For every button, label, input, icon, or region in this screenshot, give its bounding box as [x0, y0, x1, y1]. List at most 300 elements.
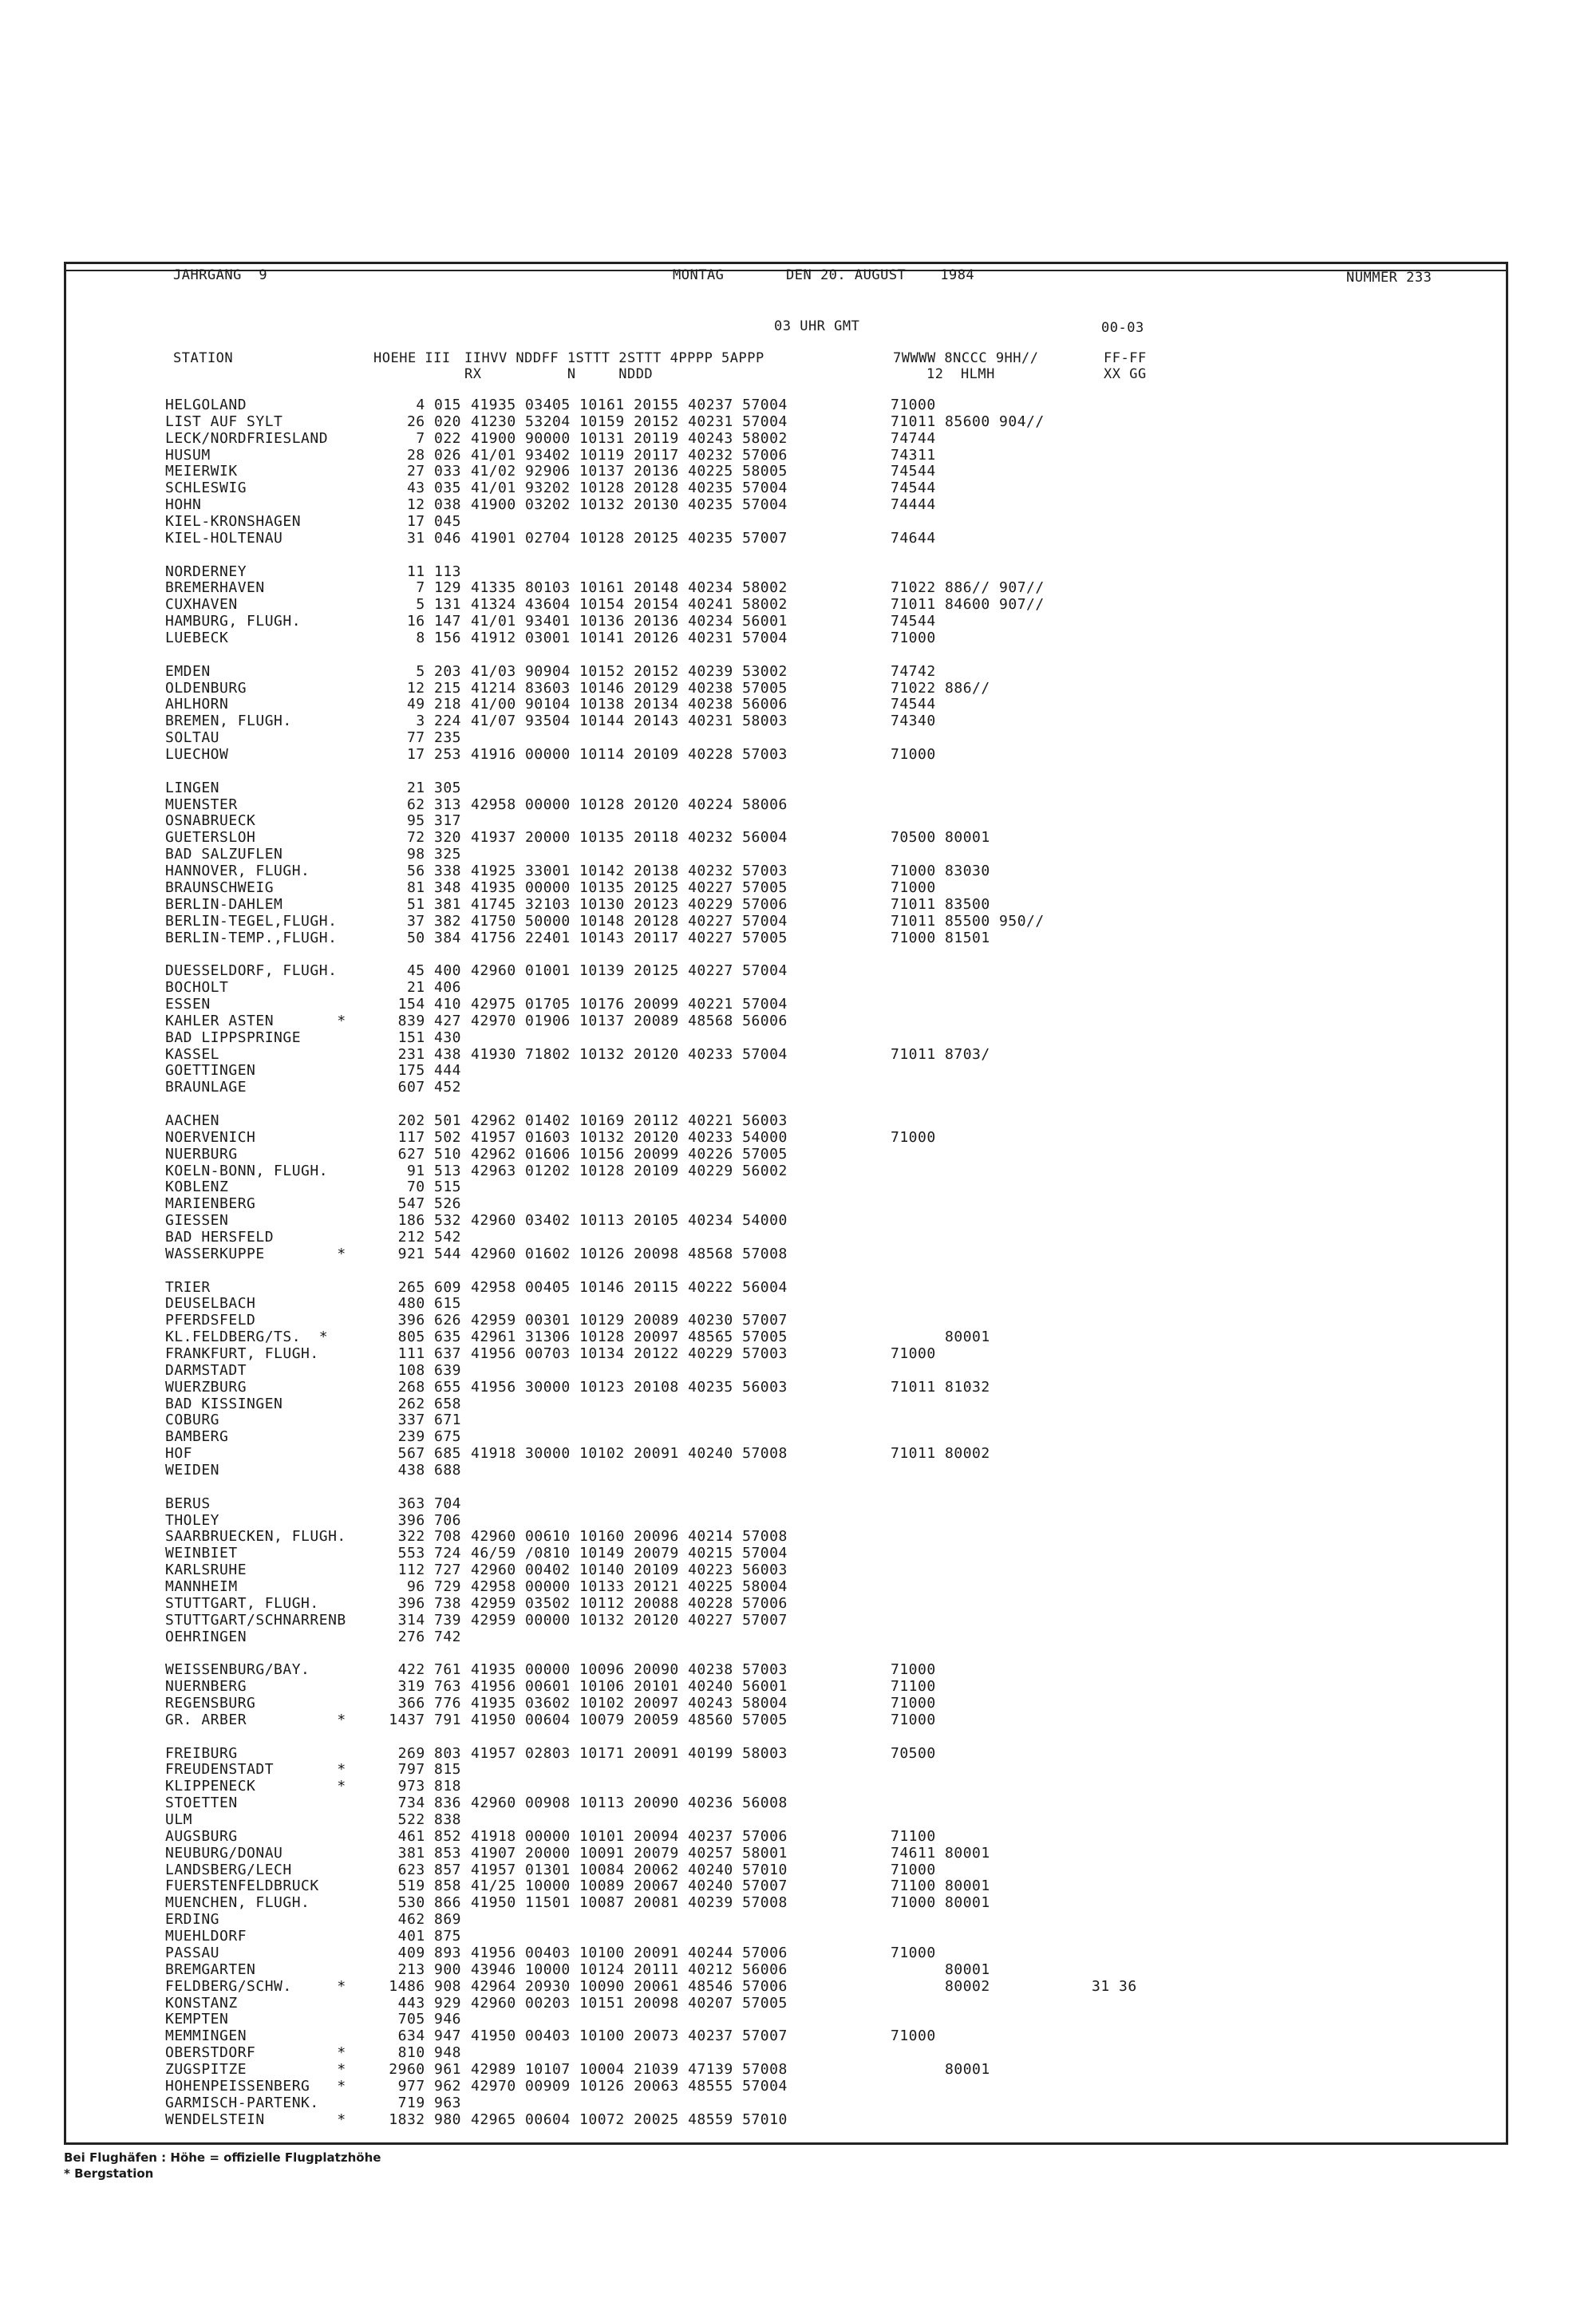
station-name: GR. ARBER *: [165, 1711, 346, 1728]
observation-groups: 41900 03202 10132 20130 40235 57004: [471, 496, 788, 514]
column-header-ff-sub: XX GG: [1104, 366, 1147, 382]
observation-groups: 42959 00000 10132 20120 40227 57007: [471, 1611, 788, 1629]
wind-gust: [1092, 1280, 1137, 1297]
observation-groups: [471, 1179, 788, 1196]
wind-gust: [1092, 531, 1137, 547]
station-name: WEINBIET: [165, 1545, 238, 1562]
extra-groups: [891, 1030, 1045, 1047]
extra-groups: [891, 1080, 1045, 1096]
station-name: NEUBURG/DONAU: [165, 1844, 283, 1862]
station-height: 11 113: [406, 563, 461, 580]
station-height: 438 688: [397, 1462, 461, 1479]
wind-gust: [1092, 1912, 1137, 1929]
observation-groups: 41916 00000 10114 20109 40228 57003: [471, 746, 788, 764]
observation-groups: [471, 1463, 788, 1479]
extra-groups: [891, 997, 1045, 1013]
wind-gust: [1092, 830, 1137, 847]
station-name: HOF: [165, 1445, 193, 1463]
wind-gust: [1092, 1429, 1137, 1446]
station-height: 839 427: [397, 1012, 461, 1029]
wind-gust: [1092, 1147, 1137, 1163]
station-name: MANNHEIM: [165, 1578, 238, 1596]
observation-groups: [471, 564, 788, 581]
extra-groups: 74544: [891, 480, 936, 497]
station-name: [165, 1479, 346, 1496]
extra-groups: [891, 1513, 1045, 1530]
observation-groups: 41950 00604 10079 20059 48560 57005: [471, 1711, 788, 1728]
station-height: 50 384: [406, 929, 461, 946]
station-height: 705 946: [397, 2011, 461, 2028]
station-height: 72 320: [406, 829, 461, 847]
wind-gust: [1092, 2012, 1137, 2028]
station-height: 553 724: [397, 1545, 461, 1562]
observation-groups: 41912 03001 10141 20126 40231 57004: [471, 630, 788, 647]
observation-groups: 42959 03502 10112 20088 40228 57006: [471, 1594, 788, 1612]
extra-groups: [891, 1230, 1045, 1246]
observation-groups: 42958 00405 10146 20115 40222 56004: [471, 1278, 788, 1296]
station-name: OLDENBURG: [165, 679, 247, 697]
extra-groups: 70500 80001: [891, 829, 990, 847]
station-name: WEIDEN: [165, 1462, 220, 1479]
extra-groups: 71011 83500: [891, 895, 990, 913]
wind-gust: [1092, 1829, 1137, 1846]
station-name: BERLIN-TEMP.,FLUGH.: [165, 929, 338, 946]
extra-groups: 71000: [891, 1661, 936, 1679]
observation-groups: 41745 32103 10130 20123 40229 57006: [471, 895, 788, 913]
observation-groups: 41956 00403 10100 20091 40244 57006: [471, 1944, 788, 1961]
station-height: 607 452: [397, 1079, 461, 1096]
extra-groups: 71100: [891, 1827, 936, 1845]
station-name: FELDBERG/SCHW. *: [165, 1977, 346, 1995]
station-name: SOLTAU: [165, 729, 220, 747]
extra-groups: 71000: [891, 630, 936, 647]
extra-groups: 71000: [891, 1944, 936, 1961]
wind-gust: [1092, 1013, 1137, 1030]
wind-gust: [1092, 2095, 1137, 2112]
extra-groups: [891, 1645, 1045, 1662]
observation-groups: 41956 00703 10134 20122 40229 57003: [471, 1344, 788, 1362]
observation-groups: 46/59 /0810 10149 20079 40215 57004: [471, 1545, 788, 1562]
station-name: HELGOLAND: [165, 397, 247, 413]
extra-groups: [891, 1313, 1045, 1329]
station-name: SAARBRUECKEN, FLUGH.: [165, 1528, 346, 1546]
wind-gust: [1092, 580, 1137, 597]
station-name: HOHENPEISSENBERG *: [165, 2077, 346, 2095]
station-name: MUENSTER: [165, 796, 238, 813]
observation-groups: [471, 730, 788, 747]
observation-groups: 42960 00402 10140 20109 40223 56003: [471, 1562, 788, 1579]
wind-gust: [1092, 480, 1137, 497]
observation-groups: 41956 30000 10123 20108 40235 56003: [471, 1378, 788, 1396]
extra-groups: [891, 1163, 1045, 1180]
column-header-station: STATION: [173, 350, 234, 366]
observation-groups: 41918 30000 10102 20091 40240 57008: [471, 1445, 788, 1463]
extra-groups: [891, 1912, 1045, 1929]
extra-groups: 71011 84600 907//: [891, 596, 1045, 614]
station-height: 262 658: [397, 1395, 461, 1412]
observation-groups: 42958 00000 10128 20120 40224 58006: [471, 796, 788, 813]
wind-gust: [1092, 397, 1137, 414]
station-name: OBERSTDORF *: [165, 2044, 346, 2062]
station-height: 49 218: [406, 696, 461, 713]
wind-gust: [1092, 1696, 1137, 1712]
observation-column: [471, 397, 788, 2128]
extra-groups: [891, 1996, 1045, 2012]
station-height: 45 400: [406, 962, 461, 980]
station-name: BREMEN, FLUGH.: [165, 713, 292, 730]
wind-gust: [1092, 1679, 1137, 1696]
extra-groups: 71000: [891, 1128, 936, 1146]
extra-groups: 71000: [891, 1861, 936, 1878]
station-height: 396 706: [397, 1511, 461, 1529]
station-height: 31 046: [406, 529, 461, 547]
station-name: KLIPPENECK *: [165, 1778, 346, 1795]
observation-groups: 42960 03402 10113 20105 40234 54000: [471, 1212, 788, 1230]
extra-groups: [891, 2079, 1045, 2095]
observation-groups: 42962 01402 10169 20112 40221 56003: [471, 1112, 788, 1129]
extra-groups: [891, 1429, 1045, 1446]
column-header-groups-2-sub: 12 HLMH: [926, 366, 995, 382]
station-name: BAD LIPPSPRINGE: [165, 1029, 302, 1046]
wind-gust: [1092, 1929, 1137, 1945]
observation-groups: 41957 01603 10132 20120 40233 54000: [471, 1128, 788, 1146]
station-name: GIESSEN: [165, 1212, 229, 1230]
observation-groups: 41935 00000 10096 20090 40238 57003: [471, 1661, 788, 1679]
station-height: 2960 961: [389, 2060, 461, 2078]
observation-groups: 41230 53204 10159 20152 40231 57004: [471, 413, 788, 430]
station-height: 70 515: [406, 1179, 461, 1196]
station-name: BAD SALZUFLEN: [165, 846, 283, 863]
wind-gust: [1092, 1313, 1137, 1329]
station-height: 719 963: [397, 2094, 461, 2111]
extra-groups: [891, 514, 1045, 531]
extra-groups: 71000: [891, 879, 936, 896]
wind-gust: [1092, 1513, 1137, 1530]
wind-gust: [1092, 1645, 1137, 1662]
extra-groups: 71011 80002: [891, 1445, 990, 1463]
station-height: 112 727: [397, 1562, 461, 1579]
station-name: BAMBERG: [165, 1428, 229, 1446]
station-height: 1486 908: [389, 1977, 461, 1995]
extra-groups: [891, 1929, 1045, 1945]
wind-gust: [1092, 1446, 1137, 1463]
observation-groups: 41925 33001 10142 20138 40232 57003: [471, 863, 788, 880]
wind-gust: [1092, 1179, 1137, 1196]
station-name: BRAUNLAGE: [165, 1079, 247, 1096]
station-height: [354, 547, 461, 564]
wind-gust: [1092, 764, 1137, 780]
ff-column: [1092, 397, 1137, 2128]
wind-gust: [1092, 1746, 1137, 1763]
station-name: [165, 1729, 346, 1746]
observation-groups: [471, 1812, 788, 1829]
station-height: [354, 1479, 461, 1496]
wind-gust: [1092, 497, 1137, 514]
wind-gust: [1092, 897, 1137, 914]
observation-groups: 41214 83603 10146 20129 40238 57005: [471, 679, 788, 697]
extra-groups: 80001: [891, 1329, 990, 1346]
extra-groups: 80001: [891, 2060, 990, 2078]
station-name: OEHRINGEN: [165, 1628, 247, 1645]
wind-gust: [1092, 1080, 1137, 1096]
station-name: NUERBURG: [165, 1145, 238, 1163]
observation-groups: 42960 00610 10160 20096 40214 57008: [471, 1528, 788, 1546]
observation-groups: [471, 847, 788, 863]
station-name: KASSEL: [165, 1045, 220, 1063]
jahrgang-label: JAHRGANG 9: [173, 267, 268, 283]
observation-groups: 42960 00203 10151 20098 40207 57005: [471, 1994, 788, 2012]
station-name: KARLSRUHE: [165, 1562, 247, 1579]
observation-groups: 42960 01602 10126 20098 48568 57008: [471, 1245, 788, 1262]
station-height: 268 655: [397, 1378, 461, 1396]
station-height: [354, 1645, 461, 1662]
wind-gust: [1092, 564, 1137, 581]
station-height: 797 815: [397, 1761, 461, 1779]
station-name: [165, 1263, 346, 1280]
observation-groups: 41957 02803 10171 20091 40199 58003: [471, 1744, 788, 1762]
wind-gust: [1092, 1113, 1137, 1130]
wind-gust: [1092, 1662, 1137, 1679]
wind-gust: [1092, 448, 1137, 464]
wind-gust: [1092, 1762, 1137, 1779]
wind-gust: [1092, 1346, 1137, 1363]
wind-gust: 31 36: [1092, 1977, 1137, 1995]
wind-gust: [1092, 980, 1137, 997]
extra-groups: [891, 1812, 1045, 1829]
observation-groups: [471, 1230, 788, 1246]
observation-groups: 41335 80103 10161 20148 40234 58002: [471, 579, 788, 597]
station-height: 212 542: [397, 1228, 461, 1246]
wind-gust: [1092, 797, 1137, 814]
wind-gust: [1092, 1629, 1137, 1646]
extra-groups: [891, 1496, 1045, 1513]
observation-groups: 42970 01906 10137 20089 48568 56006: [471, 1012, 788, 1029]
observation-groups: 41937 20000 10135 20118 40232 56004: [471, 829, 788, 847]
station-height: 396 738: [397, 1594, 461, 1612]
station-height: 239 675: [397, 1428, 461, 1446]
station-height: 567 685: [397, 1445, 461, 1463]
station-name: WENDELSTEIN *: [165, 2110, 346, 2128]
station-height: 366 776: [397, 1695, 461, 1712]
extra-groups: 71000: [891, 2028, 936, 2045]
observation-groups: 42975 01705 10176 20099 40221 57004: [471, 995, 788, 1013]
wind-gust: [1092, 813, 1137, 830]
extra-groups: [891, 1196, 1045, 1213]
station-name: AACHEN: [165, 1112, 220, 1129]
observation-groups: 41/01 93202 10128 20128 40235 57004: [471, 480, 788, 497]
station-name: HOHN: [165, 496, 202, 514]
station-height: 3 224: [416, 713, 461, 730]
extra-groups: [891, 1529, 1045, 1546]
station-height: 231 438: [397, 1045, 461, 1063]
extra-groups: [891, 647, 1045, 664]
extra-groups: 74644: [891, 529, 936, 547]
station-height: 12 215: [406, 679, 461, 697]
station-name: LUECHOW: [165, 746, 229, 764]
column-header-groups-2: 7WWWW 8NCCC 9HH//: [893, 350, 1039, 366]
station-name: HANNOVER, FLUGH.: [165, 863, 310, 880]
station-name: BREMGARTEN: [165, 1960, 256, 1978]
observation-groups: [471, 1762, 788, 1779]
station-name: LANDSBERG/LECH: [165, 1861, 292, 1878]
observation-groups: 42958 00000 10133 20121 40225 58004: [471, 1578, 788, 1596]
extra-groups: [891, 1396, 1045, 1413]
station-height: 519 858: [397, 1878, 461, 1895]
station-name: DEUSELBACH: [165, 1295, 256, 1313]
observation-groups: [471, 1479, 788, 1496]
station-height: 12 038: [406, 496, 461, 514]
station-column: [165, 397, 346, 2128]
station-height: 26 020: [406, 413, 461, 430]
station-name: MEMMINGEN: [165, 2028, 247, 2045]
wind-gust: [1092, 1529, 1137, 1546]
wind-gust: [1092, 1230, 1137, 1246]
station-name: [165, 647, 346, 664]
extra-groups: 74742: [891, 662, 936, 680]
station-name: STUTTGART/SCHNARRENB: [165, 1611, 346, 1629]
station-name: PFERDSFELD: [165, 1312, 256, 1329]
station-name: COBURG: [165, 1412, 220, 1429]
wind-gust: [1092, 1712, 1137, 1729]
station-height: 77 235: [406, 729, 461, 747]
extra-groups: [891, 813, 1045, 830]
time-range: 00-03: [1101, 320, 1144, 336]
wind-gust: [1092, 1562, 1137, 1579]
station-height: 322 708: [397, 1528, 461, 1546]
station-height: 973 818: [397, 1778, 461, 1795]
wind-gust: [1092, 847, 1137, 863]
station-height: 422 761: [397, 1661, 461, 1679]
wind-gust: [1092, 1579, 1137, 1596]
station-name: BAD KISSINGEN: [165, 1395, 283, 1412]
wind-gust: [1092, 2112, 1137, 2129]
station-height: [354, 946, 461, 963]
station-name: KOELN-BONN, FLUGH.: [165, 1162, 329, 1179]
observation-groups: [471, 1196, 788, 1213]
station-height: 21 305: [406, 779, 461, 796]
wind-gust: [1092, 1613, 1137, 1629]
station-name: [165, 946, 346, 963]
extra-groups: 71000: [891, 1711, 936, 1728]
extra-groups: 80002: [891, 1977, 990, 1995]
observation-groups: 41756 22401 10143 20117 40227 57005: [471, 929, 788, 946]
observation-groups: 42964 20930 10090 20061 48546 57006: [471, 1977, 788, 1995]
wind-gust: [1092, 863, 1137, 880]
station-height: [354, 1263, 461, 1280]
extra-groups: [891, 1363, 1045, 1380]
observation-groups: 42960 00908 10113 20090 40236 56008: [471, 1795, 788, 1812]
station-name: SCHLESWIG: [165, 480, 247, 497]
extra-groups: [891, 2012, 1045, 2028]
wind-gust: [1092, 1779, 1137, 1795]
extra-groups: 71000: [891, 1344, 936, 1362]
station-height: 547 526: [397, 1195, 461, 1213]
observation-groups: [471, 1296, 788, 1313]
extra-groups: 71000: [891, 397, 936, 413]
extra-groups: 71011 8703/: [891, 1045, 990, 1063]
observation-groups: [471, 1729, 788, 1746]
extra-groups: [891, 1613, 1045, 1629]
wind-gust: [1092, 1396, 1137, 1413]
station-name: FUERSTENFELDBRUCK: [165, 1878, 319, 1895]
extra-groups: [891, 780, 1045, 797]
station-name: WASSERKUPPE *: [165, 1245, 346, 1262]
station-height: 95 317: [406, 812, 461, 830]
observation-groups: [471, 1096, 788, 1113]
extra-groups: 71100: [891, 1678, 936, 1696]
observation-groups: [471, 1030, 788, 1047]
observation-groups: [471, 946, 788, 963]
wind-gust: [1092, 1196, 1137, 1213]
station-height: [354, 764, 461, 780]
observation-groups: [471, 1412, 788, 1429]
station-height: 977 962: [397, 2077, 461, 2095]
extra-groups-column: [891, 397, 1045, 2128]
station-name: KL.FELDBERG/TS. *: [165, 1329, 329, 1346]
station-name: WUERZBURG: [165, 1378, 247, 1396]
station-name: BREMERHAVEN: [165, 579, 265, 597]
observation-groups: 41918 00000 10101 20094 40237 57006: [471, 1827, 788, 1845]
wind-gust: [1092, 1412, 1137, 1429]
extra-groups: [891, 2112, 1045, 2129]
station-name: REGENSBURG: [165, 1695, 256, 1712]
station-height: 202 501: [397, 1112, 461, 1129]
extra-groups: [891, 1596, 1045, 1613]
station-height: 734 836: [397, 1795, 461, 1812]
wind-gust: [1092, 1496, 1137, 1513]
observation-groups: [471, 1080, 788, 1096]
station-height: 51 381: [406, 895, 461, 913]
station-height: 276 742: [397, 1628, 461, 1645]
station-name: HAMBURG, FLUGH.: [165, 613, 302, 630]
footnote-mountain-station: * Bergstation: [64, 2166, 154, 2181]
extra-groups: [891, 1463, 1045, 1479]
station-name: DUESSELDORF, FLUGH.: [165, 962, 338, 980]
extra-groups: 71000: [891, 746, 936, 764]
observation-groups: 41/01 93402 10119 20117 40232 57006: [471, 446, 788, 464]
observation-groups: [471, 547, 788, 564]
wind-gust: [1092, 1096, 1137, 1113]
observation-groups: [471, 1912, 788, 1929]
extra-groups: [891, 1263, 1045, 1280]
extra-groups: 74544: [891, 613, 936, 630]
observation-groups: 41/25 10000 10089 20067 40240 57007: [471, 1878, 788, 1895]
observation-groups: [471, 780, 788, 797]
extra-groups: 71100 80001: [891, 1878, 990, 1895]
station-name: LINGEN: [165, 779, 220, 796]
station-name: LUEBECK: [165, 630, 229, 647]
wind-gust: [1092, 1479, 1137, 1496]
wind-gust: [1092, 1380, 1137, 1396]
observation-groups: 41907 20000 10091 20079 40257 58001: [471, 1844, 788, 1862]
station-name: ULM: [165, 1811, 193, 1829]
extra-groups: [891, 1246, 1045, 1263]
wind-gust: [1092, 547, 1137, 564]
station-height: 627 510: [397, 1145, 461, 1163]
station-name: FREUDENSTADT *: [165, 1761, 346, 1779]
station-height: 805 635: [397, 1329, 461, 1346]
extra-groups: [891, 980, 1045, 997]
observation-groups: 42989 10107 10004 21039 47139 57008: [471, 2060, 788, 2078]
observation-groups: 41935 00000 10135 20125 40227 57005: [471, 879, 788, 896]
extra-groups: [891, 1479, 1045, 1496]
station-name: [165, 1096, 346, 1113]
station-name: BAD HERSFELD: [165, 1228, 275, 1246]
station-height: 154 410: [397, 995, 461, 1013]
extra-groups: [891, 1729, 1045, 1746]
station-name: AUGSBURG: [165, 1827, 238, 1845]
wind-gust: [1092, 1846, 1137, 1862]
